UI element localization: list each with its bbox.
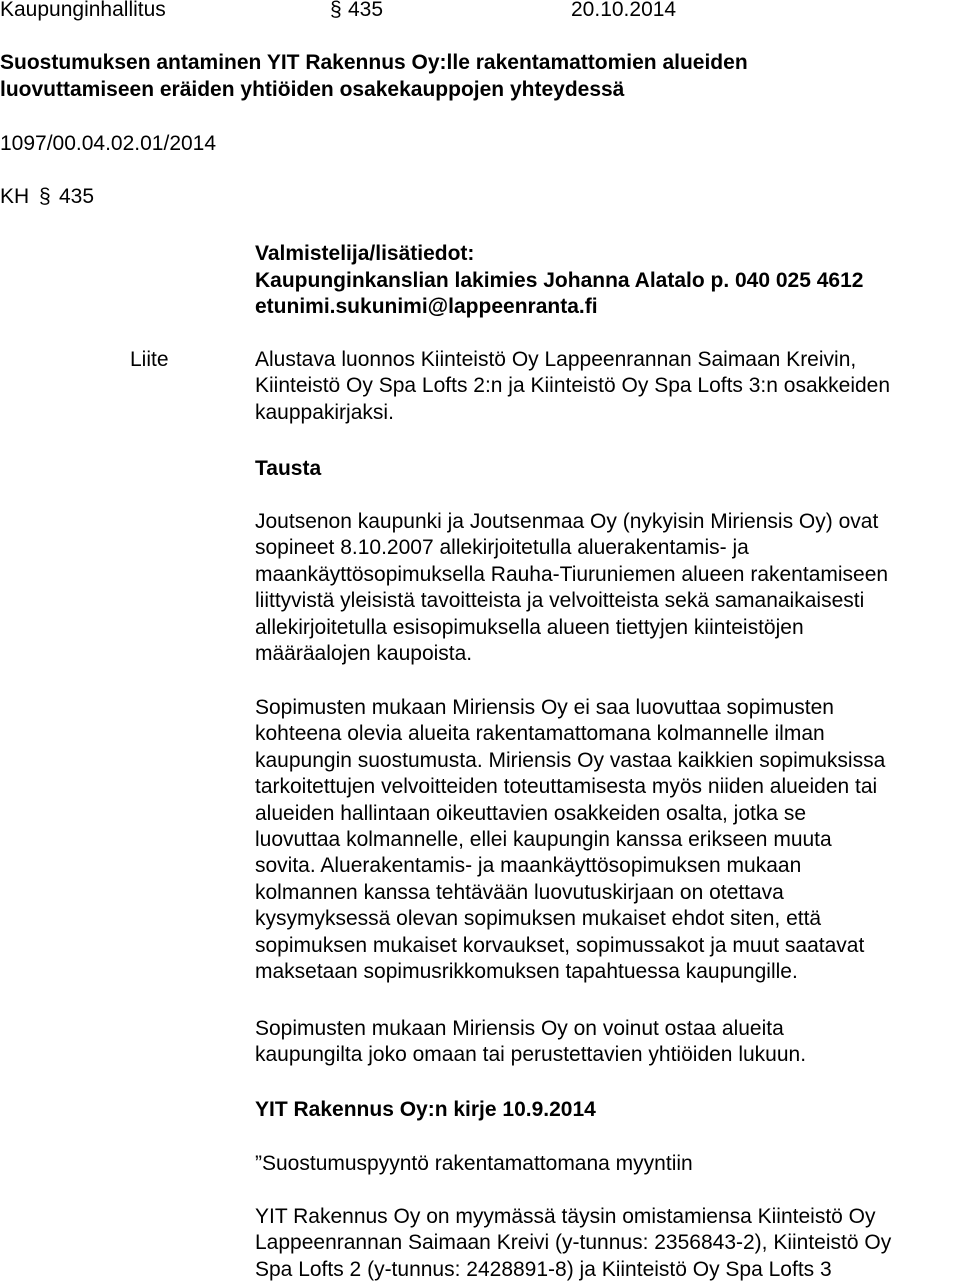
text-line: YIT Rakennus Oy on myymässä täysin omistamiensa Kiinteistö Oy (255, 1205, 876, 1228)
quote-title: ”Suostumuspyyntö rakentamattomana myyntiin (255, 1152, 693, 1175)
attachment-label: Liite (130, 348, 169, 371)
section-mark-icon: § (330, 0, 342, 21)
title-line: luovuttamiseen eräiden yhtiöiden osakekauppojen yhteydessä (0, 78, 625, 101)
paragraph-3 (255, 1016, 806, 1069)
text-line: Spa Lofts 2 (y-tunnus: 2428891-8) ja Kiinteistö Oy Spa Lofts 3 (255, 1257, 832, 1281)
letter-heading: YIT Rakennus Oy:n kirje 10.9.2014 (255, 1098, 596, 1121)
text-line: sopineet 8.10.2007 allekirjoitetulla aluerakentamis- ja (255, 536, 749, 560)
text-line: allekirjoitetulla esisopimuksella alueen tiettyjen kiinteistöjen (255, 615, 804, 639)
title-line: Suostumuksen antaminen YIT Rakennus Oy:lle rakentamattomien alueiden (0, 51, 748, 74)
text-line: maankäyttösopimuksella Rauha-Tiuruniemen alueen rakentamiseen (255, 562, 889, 586)
text-line: liittyvistä yleisistä tavoitteista ja velvoitteista sekä samanaikaisesti (255, 589, 865, 613)
text-line: tarkoitettujen velvoitteiden toteuttamisesta myös niiden alueiden tai (255, 775, 878, 799)
text-line: Lappeenrannan Saimaan Kreivi (y-tunnus: 2356843-2), Kiinteistö Oy (255, 1231, 892, 1255)
text-line: Sopimusten mukaan Miriensis Oy ei saa luovuttaa sopimusten (255, 696, 834, 719)
text-line: luovuttaa kolmannelle, ellei kaupungin kanssa erikseen muuta (255, 828, 832, 852)
text-line: maksetaan sopimusrikkomuksen tapahtuessa kaupungille. (255, 960, 798, 984)
preparer-email: etunimi.sukunimi@lappeenranta.fi (255, 295, 598, 318)
text-line: kysymyksessä olevan sopimuksen mukaiset ehdot siten, että (255, 907, 822, 931)
preparer-heading: Valmistelija/lisätiedot: (255, 242, 475, 265)
section-mark-icon: § (39, 185, 51, 208)
text-line: kaupungilta joko omaan tai perustettavien yhtiöiden lukuun. (255, 1043, 807, 1067)
paragraph-1 (255, 509, 888, 667)
background-heading: Tausta (255, 457, 322, 480)
paragraph-4 (255, 1204, 891, 1283)
text-line: kauppakirjaksi. (255, 400, 394, 424)
attachment-text (255, 347, 890, 426)
preparer-name: Kaupunginkanslian lakimies Johanna Alatalo p. 040 025 4612 (255, 269, 864, 292)
text-line: Joutsenon kaupunki ja Joutsenmaa Oy (nykyisin Miriensis Oy) ovat (255, 510, 879, 533)
text-line: alueiden hallintaan oikeuttavien osakkeiden osalta, jotka se (255, 801, 807, 825)
diary-number: 1097/00.04.02.01/2014 (0, 132, 217, 155)
paragraph-2 (255, 695, 885, 985)
header-body: Kaupunginhallitus (0, 0, 166, 21)
text-line: Kiinteistö Oy Spa Lofts 2:n ja Kiinteistö Oy Spa Lofts 3:n osakkeiden (255, 374, 891, 398)
text-line: Sopimusten mukaan Miriensis Oy on voinut ostaa alueita (255, 1017, 784, 1040)
text-line: määräalojen kaupoista. (255, 642, 473, 666)
text-line: kaupungin suostumusta. Miriensis Oy vastaa kaikkien sopimuksissa (255, 748, 886, 772)
text-line: sopimuksen mukaiset korvaukset, sopimussakot ja muut saatavat (255, 933, 865, 957)
kh-number: 435 (59, 185, 95, 208)
header-date: 20.10.2014 (571, 0, 677, 21)
header-number: 435 (348, 0, 384, 21)
text-line: kohteena olevia alueita rakentamattomana kolmannelle ilman (255, 722, 825, 746)
text-line: sovita. Aluerakentamis- ja maankäyttösopimuksen mukaan (255, 854, 802, 878)
kh-label: KH (0, 185, 30, 208)
text-line: Alustava luonnos Kiinteistö Oy Lappeenrannan Saimaan Kreivin, (255, 348, 857, 371)
text-line: kolmannen kanssa tehtävään luovutuskirjaan on otettava (255, 880, 784, 904)
